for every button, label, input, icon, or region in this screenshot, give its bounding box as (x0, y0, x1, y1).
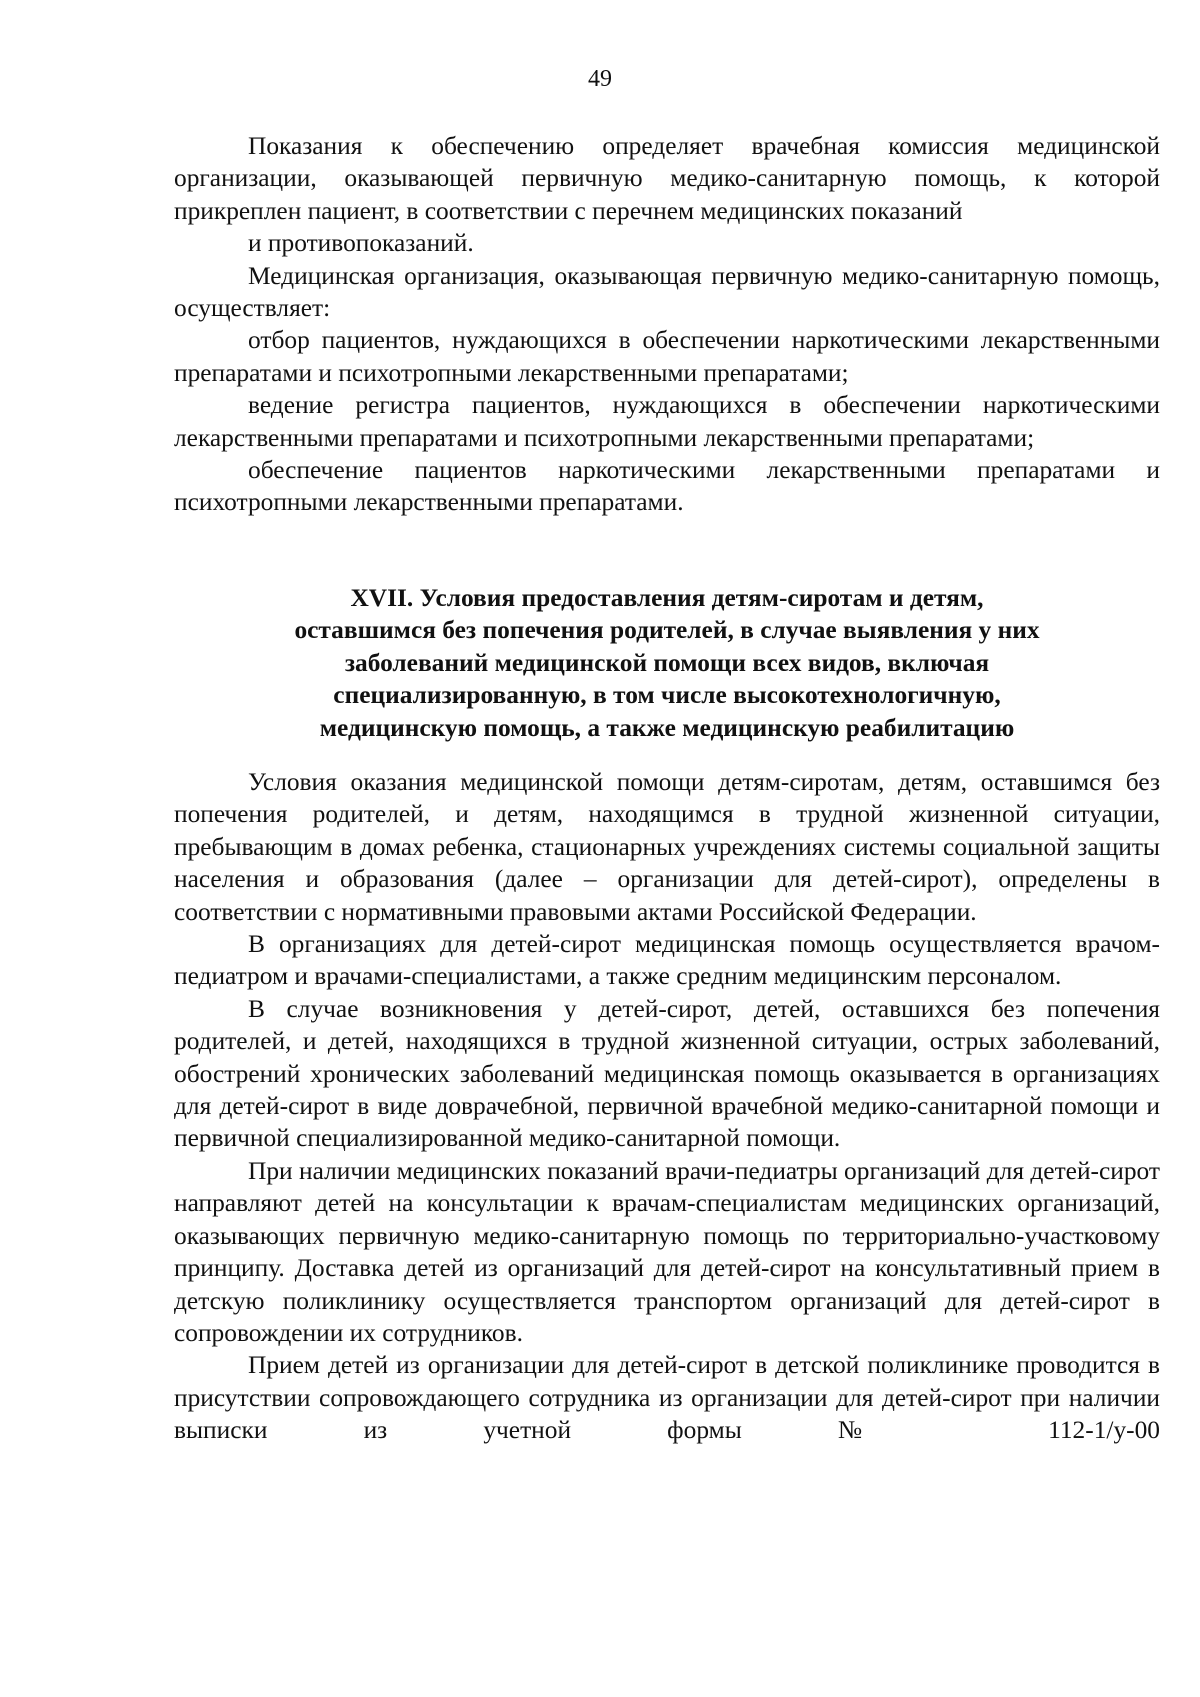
text-block-orphans (174, 766, 1160, 1447)
paragraph: обеспечение пациентов наркотическими лекарственными препаратами и психотропными лекарственными препаратами. (174, 456, 1160, 517)
paragraph: Условия оказания медицинской помощи детям-сиротам, детям, оставшимся без попечения родителей, и детям, находящимся в трудной жизненной ситуации, пребывающим в домах ребенка, стационарных учреждениях системы социальной защиты населения и образования (далее – организации для детей-сирот), определены в соответствии с нормативными правовыми актами Российской Федерации. (174, 768, 1160, 926)
heading-line: медицинскую помощь, а также медицинскую реабилитацию (319, 713, 1015, 742)
paragraph: Медицинская организация, оказывающая первичную медико-санитарную помощь, осуществляет: (174, 261, 1160, 323)
section-heading (174, 582, 1160, 744)
paragraph: Показания к обеспечению определяет врачебная комиссия медицинской организации, оказывающей первичную медико-санитарную помощь, к которой прикреплен пациент, в соответствии с перечнем медицинских показаний (174, 132, 1160, 225)
heading-line: специализированную, в том числе высокотехнологичную, (333, 681, 1001, 710)
paragraph: Прием детей из организации для детей-сирот в детской поликлинике проводится в присутствии сопровождающего сотрудника из организации для детей-сирот при наличии выписки из учетной формы № 112-1/у-00 (174, 1351, 1160, 1445)
paragraph: и противопоказаний. (248, 229, 474, 258)
paragraph: отбор пациентов, нуждающихся в обеспечении наркотическими лекарственными препаратами и психотропными лекарственными препаратами; (174, 326, 1160, 387)
text-block-indications (174, 130, 1160, 519)
heading-line: XVII. Условия предоставления детям-сиротам и детям, (350, 584, 984, 612)
paragraph: В организациях для детей-сирот медицинская помощь осуществляется врачом-педиатром и врачами-специалистами, а также средним медицинским персоналом. (174, 930, 1160, 991)
paragraph: При наличии медицинских показаний врачи-педиатры организаций для детей-сирот направляют детей на консультации к врачам-специалистам медицинских организаций, оказывающих первичную медико-санитарную помощь по территориально-участковому принципу. Доставка детей из организаций для детей-сирот на консультативный прием в детскую поликлинику осуществляется транспортом организаций для детей-сирот в сопровождении их сотрудников. (174, 1156, 1160, 1347)
heading-line: оставшимся без попечения родителей, в случае выявления у них (294, 616, 1040, 645)
page-number: 49 (588, 66, 612, 92)
paragraph: В случае возникновения у детей-сирот, детей, оставшихся без попечения родителей, и детей, находящихся в трудной жизненной ситуации, острых заболеваний, обострений хронических заболеваний медицинская помощь оказывается в организациях для детей-сирот в виде доврачебной, первичной врачебной медико-санитарной помощи и первичной специализированной медико-санитарной помощи. (174, 994, 1160, 1153)
heading-line: заболеваний медицинской помощи всех видов, включая (344, 648, 990, 677)
paragraph: ведение регистра пациентов, нуждающихся в обеспечении наркотическими лекарственными препаратами и психотропными лекарственными препаратами; (174, 391, 1160, 452)
